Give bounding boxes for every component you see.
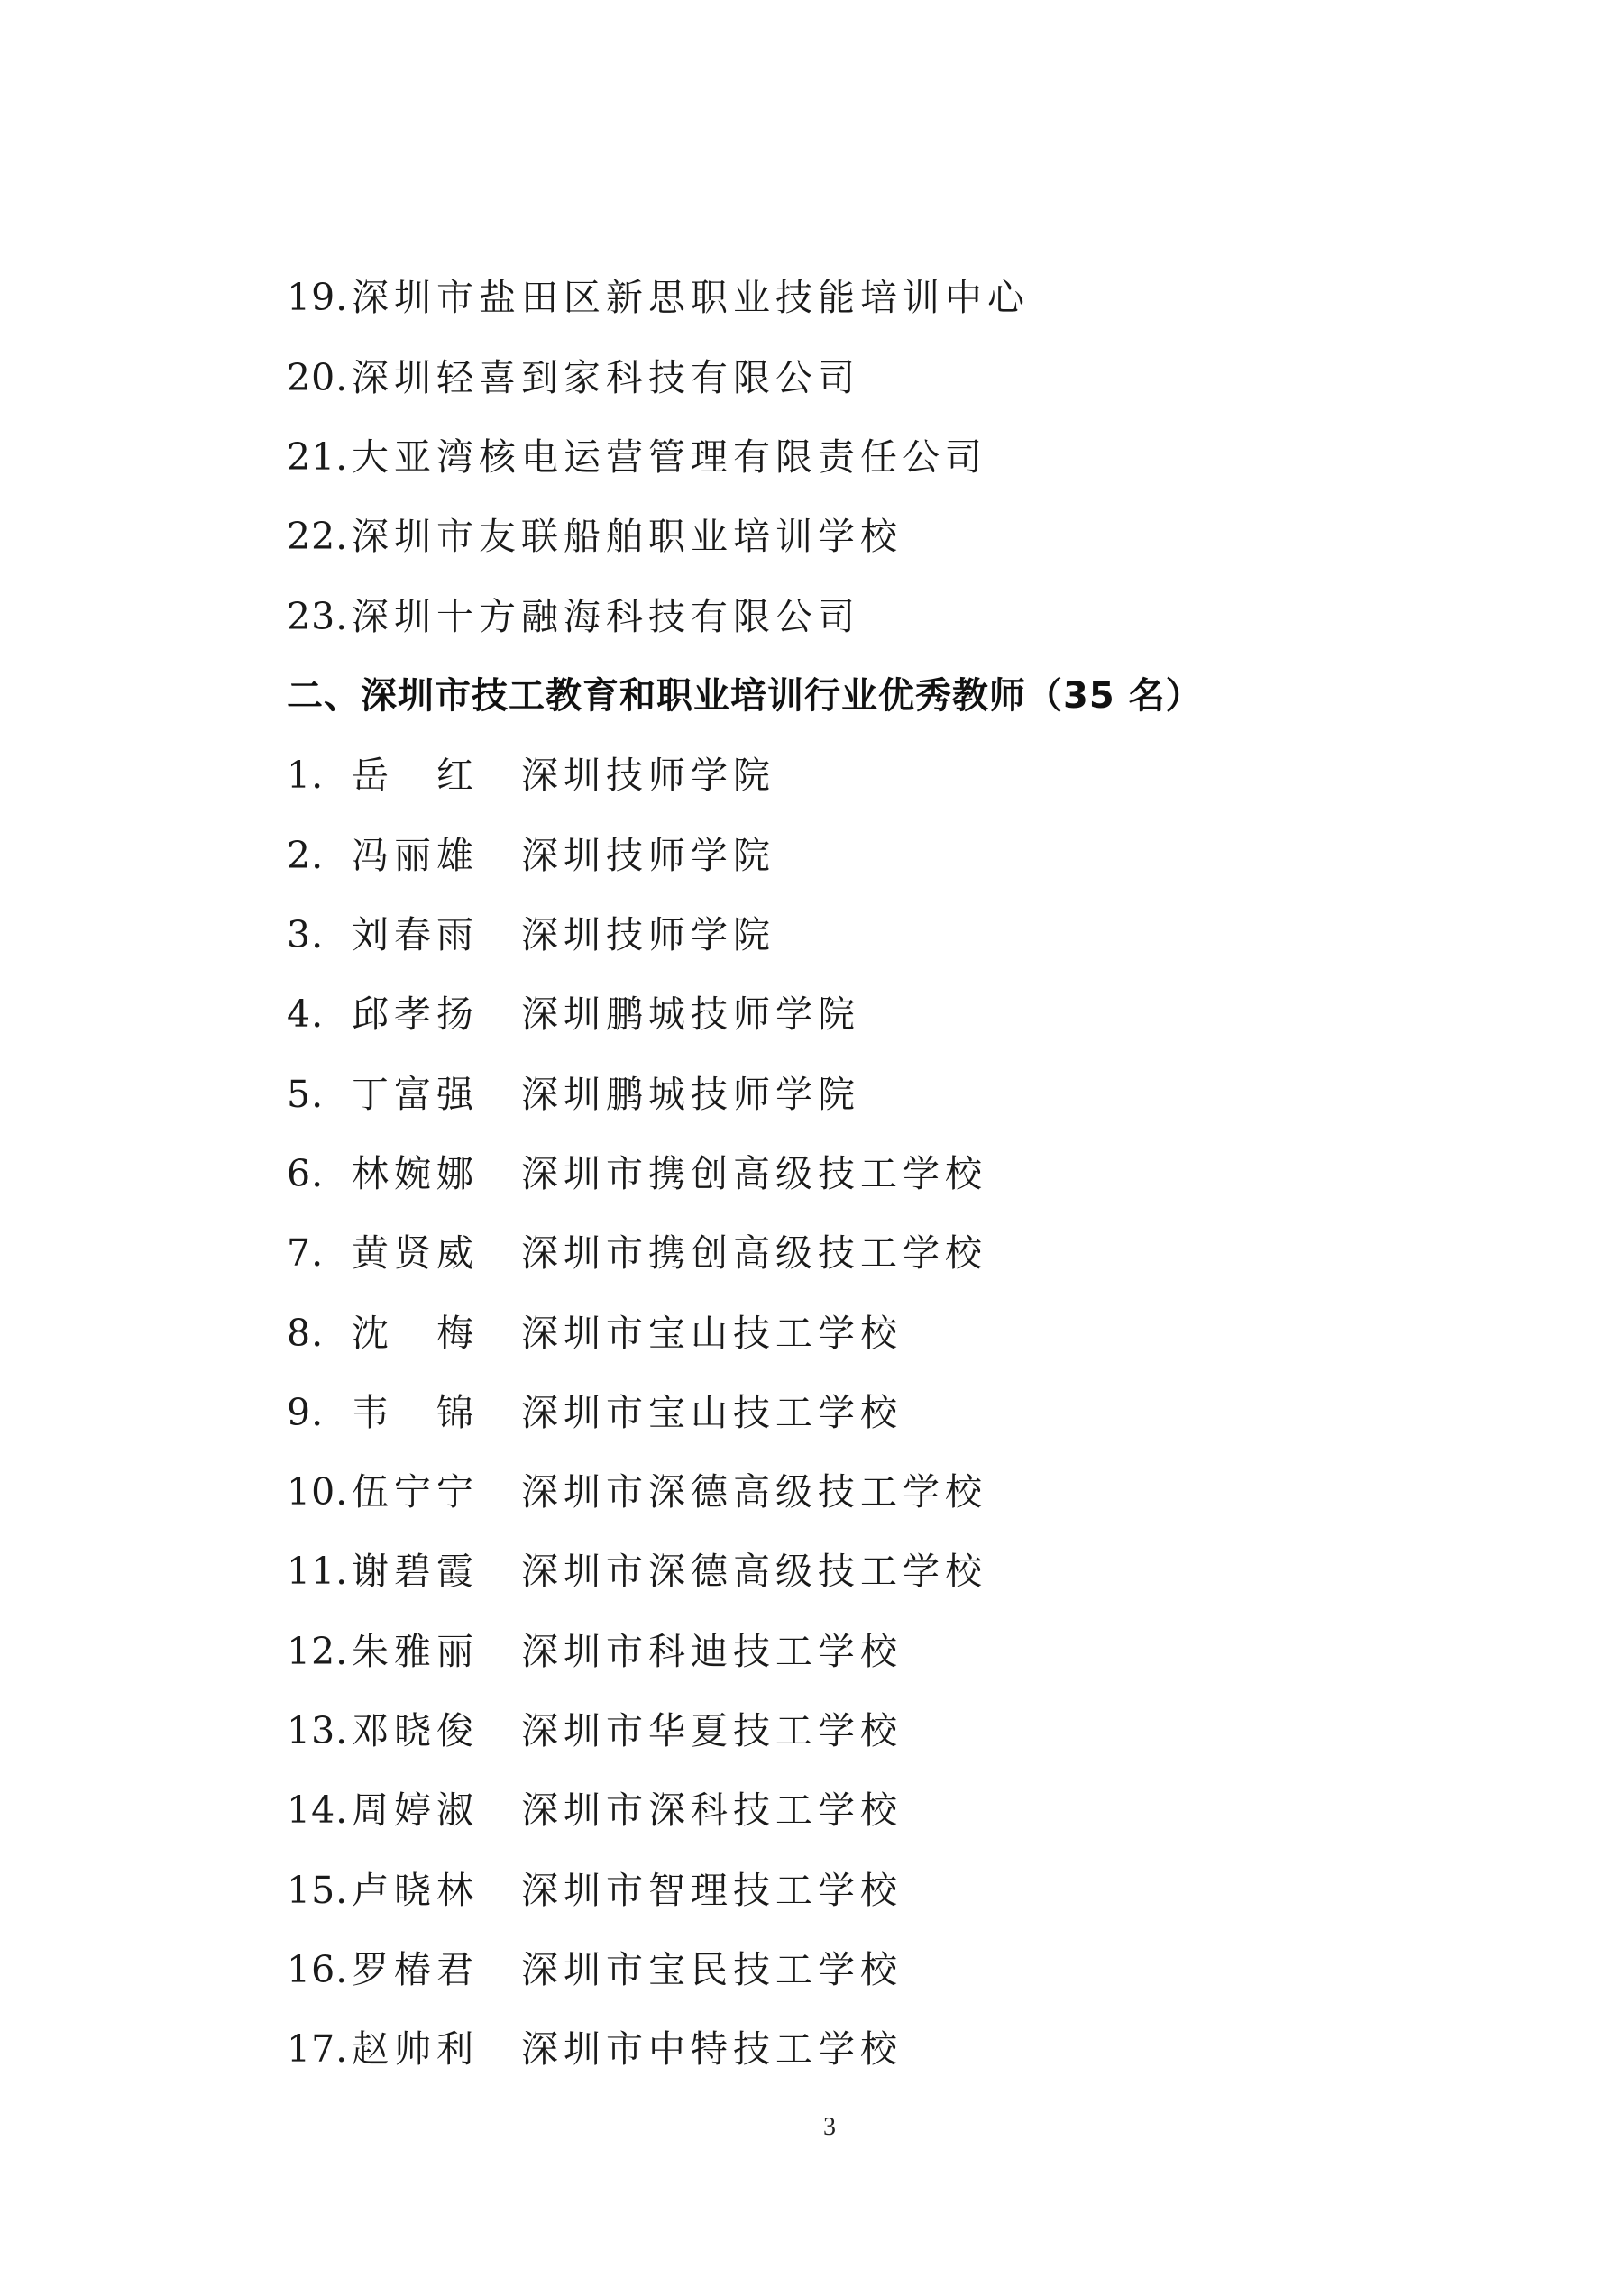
- teacher-org: 深圳市深科技工学校: [521, 1788, 903, 1832]
- teacher-item: [287, 1386, 903, 1440]
- company-name: 大亚湾核电运营管理有限责任公司: [352, 435, 987, 479]
- teacher-item: [287, 987, 860, 1041]
- teacher-name: 周婷淑: [352, 1788, 479, 1832]
- teacher-org: 深圳市中特技工学校: [521, 2027, 903, 2071]
- teacher-org: 深圳市深德高级技工学校: [521, 1470, 987, 1514]
- teacher-org: 深圳市华夏技工学校: [521, 1709, 903, 1752]
- teacher-name: 朱雅丽: [352, 1630, 479, 1673]
- item-number: 5.: [287, 1073, 325, 1116]
- teacher-item: [287, 1306, 903, 1360]
- teacher-item: [287, 748, 775, 802]
- company-item: [287, 430, 987, 484]
- teacher-org: 深圳技师学院: [521, 834, 775, 877]
- item-number: 19.: [287, 276, 349, 319]
- teacher-item: [287, 1783, 903, 1837]
- teacher-name: 黄贤威: [352, 1231, 479, 1275]
- teacher-org: 深圳市智理技工学校: [521, 1869, 903, 1912]
- teacher-item: [287, 1624, 903, 1679]
- teacher-item: [287, 1067, 860, 1121]
- item-number: 3.: [287, 913, 325, 956]
- company-item: [287, 509, 903, 563]
- teacher-item: [287, 908, 775, 962]
- teacher-item: [287, 1544, 987, 1598]
- page-number: 3: [823, 2113, 836, 2141]
- item-number: 13.: [287, 1709, 349, 1752]
- teacher-name: 刘春雨: [352, 913, 479, 956]
- company-item: [287, 270, 1030, 325]
- item-number: 12.: [287, 1630, 349, 1673]
- company-item: [287, 351, 860, 405]
- item-number: 16.: [287, 1948, 349, 1991]
- item-number: 14.: [287, 1788, 349, 1832]
- teacher-name: 丁富强: [352, 1073, 479, 1116]
- teacher-name: 邓晓俊: [352, 1709, 479, 1752]
- item-number: 7.: [287, 1231, 325, 1275]
- teacher-item: [287, 1226, 987, 1280]
- teacher-org: 深圳市科迪技工学校: [521, 1630, 903, 1673]
- item-number: 23.: [287, 595, 349, 638]
- item-number: 1.: [287, 754, 325, 797]
- teacher-org: 深圳市携创高级技工学校: [521, 1231, 987, 1275]
- teacher-item: [287, 2022, 903, 2076]
- teacher-item: [287, 1704, 903, 1758]
- item-number: 4.: [287, 992, 325, 1036]
- item-number: 6.: [287, 1152, 325, 1195]
- company-name: 深圳轻喜到家科技有限公司: [352, 356, 860, 399]
- item-number: 11.: [287, 1550, 349, 1593]
- item-number: 8.: [287, 1312, 325, 1355]
- teacher-org: 深圳市深德高级技工学校: [521, 1550, 987, 1593]
- teacher-org: 深圳技师学院: [521, 754, 775, 797]
- teacher-item: [287, 828, 775, 883]
- teacher-name: 沈 梅: [352, 1312, 479, 1355]
- teacher-item: [287, 1943, 903, 1997]
- teacher-name: 韦 锦: [352, 1391, 479, 1434]
- teacher-name: 岳 红: [352, 754, 479, 797]
- teacher-org: 深圳技师学院: [521, 913, 775, 956]
- item-number: 21.: [287, 435, 349, 479]
- teacher-item: [287, 1465, 987, 1519]
- item-number: 20.: [287, 356, 349, 399]
- item-number: 9.: [287, 1391, 325, 1434]
- company-name: 深圳市友联船舶职业培训学校: [352, 515, 903, 558]
- item-number: 10.: [287, 1470, 349, 1514]
- teacher-item: [287, 1147, 987, 1201]
- teacher-org: 深圳市宝民技工学校: [521, 1948, 903, 1991]
- teacher-name: 罗椿君: [352, 1948, 479, 1991]
- teacher-org: 深圳市携创高级技工学校: [521, 1152, 987, 1195]
- teacher-name: 冯丽雄: [352, 834, 479, 877]
- item-number: 15.: [287, 1869, 349, 1912]
- item-number: 22.: [287, 515, 349, 558]
- teacher-name: 邱孝扬: [352, 992, 479, 1036]
- teacher-name: 伍宁宁: [352, 1470, 479, 1514]
- teacher-name: 谢碧霞: [352, 1550, 479, 1593]
- company-name: 深圳市盐田区新思职业技能培训中心: [352, 276, 1030, 319]
- teacher-org: 深圳鹏城技师学院: [521, 1073, 860, 1116]
- teacher-org: 深圳市宝山技工学校: [521, 1312, 903, 1355]
- teacher-name: 林婉娜: [352, 1152, 479, 1195]
- teacher-name: 卢晓林: [352, 1869, 479, 1912]
- teacher-item: [287, 1863, 903, 1917]
- teacher-org: 深圳鹏城技师学院: [521, 992, 860, 1036]
- item-number: 17.: [287, 2027, 349, 2071]
- company-item: [287, 590, 860, 644]
- teacher-name: 赵帅利: [352, 2027, 479, 2071]
- teacher-org: 深圳市宝山技工学校: [521, 1391, 903, 1434]
- section-heading: 二、深圳市技工教育和职业培训行业优秀教师（35 名）: [287, 675, 1203, 717]
- company-name: 深圳十方融海科技有限公司: [352, 595, 860, 638]
- item-number: 2.: [287, 834, 325, 877]
